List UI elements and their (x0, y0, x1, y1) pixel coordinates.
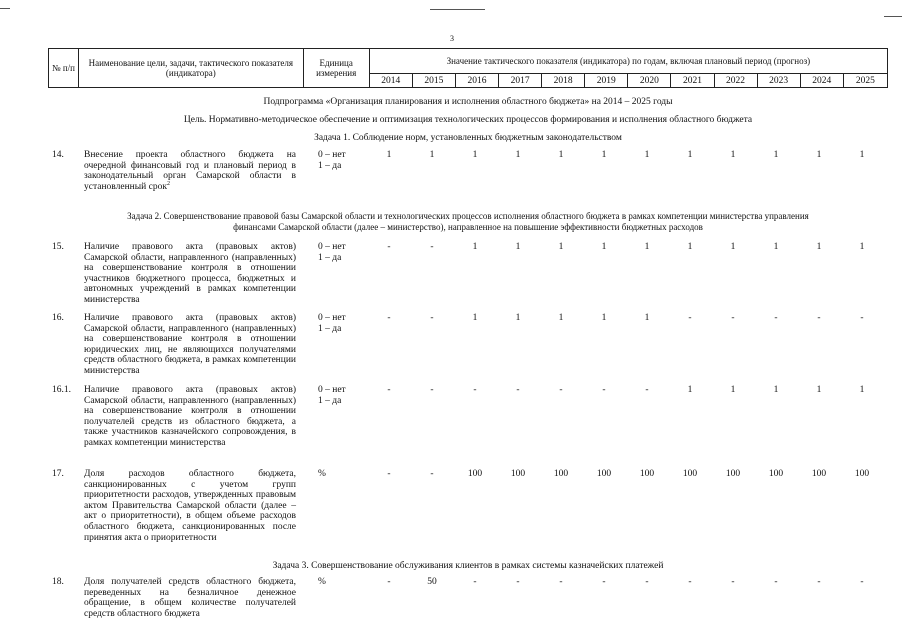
year-header: 2021 (671, 74, 714, 88)
task-2-title-line-1: Задача 2. Совершенствование правовой базы Самарской области и технологических процессов исполнения областного бюджета в рамках компетенции министерства управления (127, 211, 809, 221)
scan-mark (884, 16, 902, 17)
year-value: - (430, 469, 434, 479)
year-value: 100 (725, 469, 741, 479)
year-header: 2015 (412, 74, 455, 88)
year-value: 1 (601, 242, 607, 252)
task-1-title: Задача 1. Соблюдение норм, установленных бюджетным законодательством (314, 133, 622, 143)
year-value: - (602, 385, 606, 395)
year-value: - (731, 577, 735, 587)
year-value: - (473, 385, 477, 395)
year-value: - (516, 385, 520, 395)
year-value: - (817, 313, 821, 323)
year-value: 1 (429, 150, 435, 160)
year-value: - (387, 577, 391, 587)
year-value: 1 (472, 150, 478, 160)
year-value: - (860, 577, 864, 587)
year-value: 1 (730, 150, 736, 160)
year-value: 1 (472, 313, 478, 323)
year-header: 2024 (800, 74, 843, 88)
unit-line: 1 – да (318, 160, 342, 171)
row-number: 16.1. (52, 385, 71, 395)
unit-line: 0 – нет (318, 385, 346, 395)
unit-line: 0 – нет (318, 242, 346, 252)
year-value: 100 (467, 469, 483, 479)
year-header: 2018 (542, 74, 585, 88)
year-value: - (430, 385, 434, 395)
row-number: 17. (52, 469, 64, 479)
year-value: 1 (773, 385, 779, 395)
unit-line: 1 – да (318, 395, 342, 406)
indicator-name (84, 577, 296, 619)
indicator-name-text: Наличие правового акта (правовых актов) Самарской области, направленного (направленных) на совершенствование контроля в отношении получателей средств из областного бюджета, а также участников казначейского сопровождения, в рамках компетенции министерства (84, 385, 296, 448)
year-value: 1 (687, 150, 693, 160)
indicator-name (84, 313, 296, 377)
year-value: 100 (596, 469, 612, 479)
year-value: 100 (854, 469, 870, 479)
row-number: 14. (52, 150, 64, 160)
indicator-name-text: Наличие правового акта (правовых актов) Самарской области, направленного (направленных) на совершенствование контроля в отношении юридических лиц, не являющихся получателями средств областного бюджета, в рамках компетенции министерства (84, 313, 296, 376)
row-number: 16. (52, 313, 64, 323)
task-2-title-line-2: финансами Самарской области (далее – министерство), направленное на повышение эффективности бюджетных расходов (233, 222, 703, 232)
year-value: 1 (773, 150, 779, 160)
year-value: 100 (768, 469, 784, 479)
col-unit-header: Единица измерения (303, 49, 369, 88)
year-value: - (430, 313, 434, 323)
year-value: 50 (427, 577, 437, 587)
year-header: 2016 (455, 74, 498, 88)
unit-line: 0 – нет (318, 313, 346, 323)
year-value: - (387, 385, 391, 395)
unit-line: 1 – да (318, 252, 342, 263)
year-value: 1 (515, 150, 521, 160)
unit-of-measure (318, 150, 368, 171)
year-header: 2020 (628, 74, 671, 88)
year-value: 1 (644, 242, 650, 252)
year-value: 1 (644, 313, 650, 323)
unit-of-measure (318, 577, 368, 588)
goal-title: Цель. Нормативно-методическое обеспечение и оптимизация технологических процессов формирования и исполнения областного бюджета (183, 115, 753, 125)
year-header: 2023 (757, 74, 800, 88)
unit-line: % (318, 469, 326, 479)
indicator-name-text: Доля получателей средств областного бюджета, переведенных на безналичное денежное обращение, в общем количестве получателей средств областного бюджета (84, 577, 296, 619)
subprogram-title: Подпрограмма «Организация планирования и исполнения областного бюджета» на 2014 – 2025 годы (263, 97, 673, 107)
year-value: - (516, 577, 520, 587)
row-number: 18. (52, 577, 64, 587)
year-header: 2017 (499, 74, 542, 88)
year-value: 100 (811, 469, 827, 479)
unit-of-measure (318, 385, 368, 406)
year-value: 1 (601, 150, 607, 160)
page-number: 3 (450, 34, 454, 43)
year-value: - (774, 577, 778, 587)
year-value: - (559, 577, 563, 587)
year-value: 1 (859, 242, 865, 252)
year-value: - (645, 385, 649, 395)
year-value: 1 (816, 150, 822, 160)
task-3-title: Задача 3. Совершенствование обслуживания клиентов в рамках системы казначейских платежей (272, 561, 664, 571)
unit-line: 1 – да (318, 323, 342, 334)
year-value: - (602, 577, 606, 587)
year-value: 1 (687, 242, 693, 252)
year-value: - (860, 313, 864, 323)
year-value: 1 (687, 385, 693, 395)
year-value: - (688, 577, 692, 587)
row-number: 15. (52, 242, 64, 252)
year-value: 100 (553, 469, 569, 479)
year-value: 1 (859, 150, 865, 160)
indicator-name-text: Внесение проекта областного бюджета на очередной финансовый год и плановый период в законодательный орган Самарской области в установленный срок (84, 150, 296, 192)
year-value: 1 (816, 385, 822, 395)
year-value: - (688, 313, 692, 323)
year-value: - (430, 242, 434, 252)
year-value: 1 (730, 385, 736, 395)
year-value: 1 (558, 150, 564, 160)
year-header: 2022 (714, 74, 757, 88)
year-value: 100 (639, 469, 655, 479)
year-value: 100 (510, 469, 526, 479)
year-header: 2019 (585, 74, 628, 88)
col-name-header: Наименование цели, задачи, тактического показателя (индикатора) (79, 49, 304, 88)
year-header: 2025 (843, 74, 887, 88)
year-value: - (645, 577, 649, 587)
year-value: 1 (859, 385, 865, 395)
indicator-name-text: Доля расходов областного бюджета, санкционированных с учетом групп приоритетности расходов, утвержденных правовым актом Правительства Самарской области (далее – акт о приоритетности), в общем объеме расходов областного бюджета, санкционированных после принятия акта о приоритетности (84, 469, 296, 543)
year-value: 1 (816, 242, 822, 252)
year-value: - (817, 577, 821, 587)
indicator-name (84, 242, 296, 306)
indicator-name (84, 385, 296, 449)
indicator-name-text: Наличие правового акта (правовых актов) Самарской области, направленного (направленных) на совершенствование контроля в отношении участников бюджетного процесса, бюджетных и автономных учреждений в рамках компетенции министерства (84, 242, 296, 305)
unit-line: % (318, 577, 326, 587)
unit-of-measure (318, 469, 368, 480)
col-values-header: Значение тактического показателя (индикатора) по годам, включая плановый период (прогноз) (369, 49, 887, 74)
year-value: - (731, 313, 735, 323)
indicator-name (84, 150, 296, 192)
year-value: 1 (515, 313, 521, 323)
scan-mark (430, 9, 485, 10)
year-value: 1 (515, 242, 521, 252)
year-value: - (774, 313, 778, 323)
year-value: - (387, 469, 391, 479)
unit-line: 0 – нет (318, 150, 346, 160)
year-header: 2014 (369, 74, 412, 88)
year-value: 1 (386, 150, 392, 160)
year-value: 1 (601, 313, 607, 323)
indicator-table-header (48, 48, 888, 88)
col-num-header: № п/п (49, 49, 79, 88)
year-value: - (559, 385, 563, 395)
year-value: 1 (472, 242, 478, 252)
year-value: 1 (558, 313, 564, 323)
year-value: 1 (558, 242, 564, 252)
year-value: - (473, 577, 477, 587)
year-value: - (387, 242, 391, 252)
indicator-name (84, 469, 296, 543)
year-value: 1 (644, 150, 650, 160)
unit-of-measure (318, 242, 368, 263)
year-value: - (387, 313, 391, 323)
unit-of-measure (318, 313, 368, 334)
scan-mark (0, 8, 10, 9)
year-value: 1 (730, 242, 736, 252)
footnote-marker: 2 (166, 180, 170, 187)
year-value: 1 (773, 242, 779, 252)
year-value: 100 (682, 469, 698, 479)
